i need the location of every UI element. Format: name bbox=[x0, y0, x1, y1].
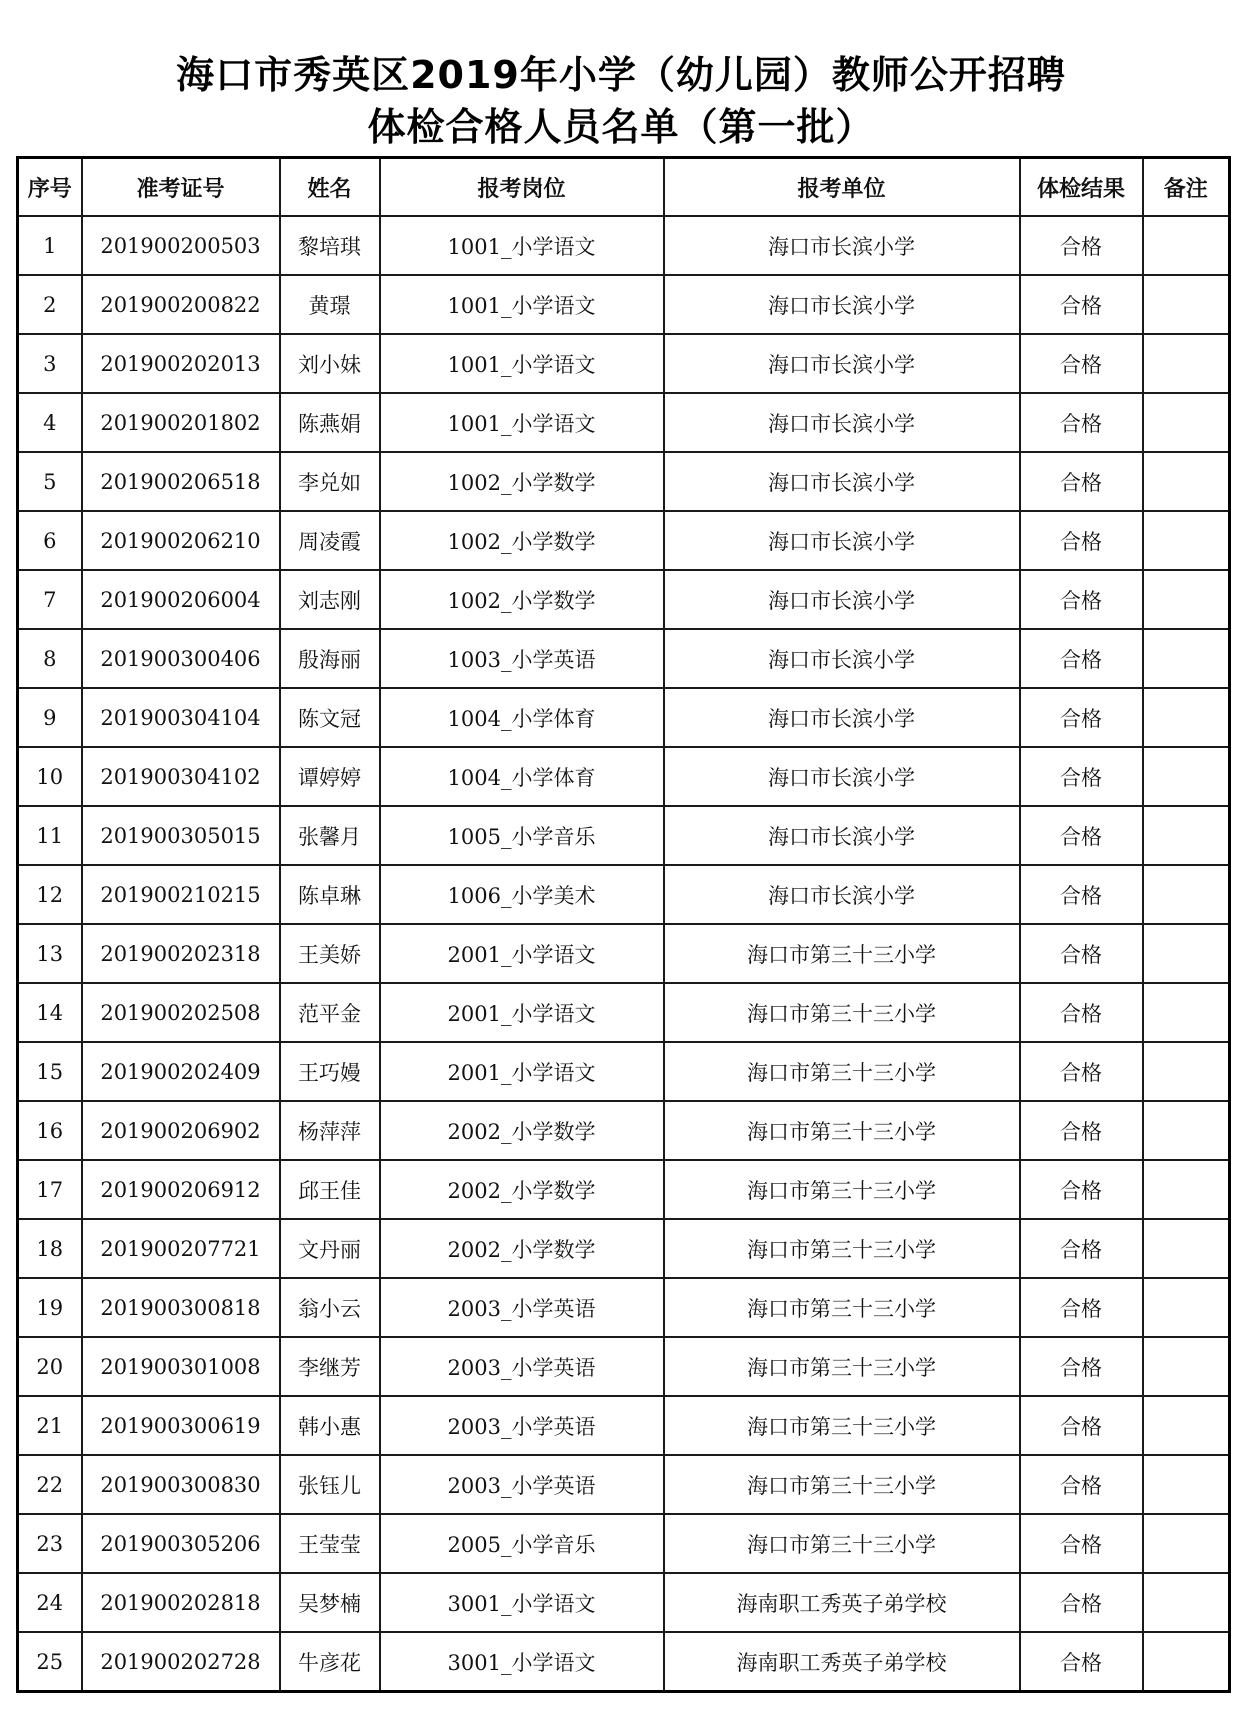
cell-unit: 海口市长滨小学 bbox=[664, 629, 1020, 688]
table-row bbox=[18, 1160, 1230, 1219]
table-row bbox=[18, 216, 1230, 275]
cell-position: 2005_小学音乐 bbox=[380, 1514, 664, 1573]
cell-result: 合格 bbox=[1020, 747, 1143, 806]
cell-result: 合格 bbox=[1020, 806, 1143, 865]
document-title-line-1: 海口市秀英区2019年小学（幼儿园）教师公开招聘 bbox=[176, 53, 1066, 97]
cell-unit: 海口市长滨小学 bbox=[664, 334, 1020, 393]
table-row bbox=[18, 1101, 1230, 1160]
table-row bbox=[18, 570, 1230, 629]
table-row bbox=[18, 983, 1230, 1042]
table-row bbox=[18, 334, 1230, 393]
cell-unit: 海口市长滨小学 bbox=[664, 275, 1020, 334]
table-row bbox=[18, 452, 1230, 511]
cell-position: 1001_小学语文 bbox=[380, 216, 664, 275]
cell-result: 合格 bbox=[1020, 1632, 1143, 1692]
cell-candidate-name: 陈文冠 bbox=[280, 688, 380, 747]
cell-result: 合格 bbox=[1020, 1396, 1143, 1455]
cell-exam-id: 201900300818 bbox=[82, 1278, 280, 1337]
cell-result: 合格 bbox=[1020, 511, 1143, 570]
cell-position: 1002_小学数学 bbox=[380, 570, 664, 629]
cell-note bbox=[1143, 1278, 1230, 1337]
table-row bbox=[18, 1455, 1230, 1514]
cell-candidate-name: 李兑如 bbox=[280, 452, 380, 511]
column-header-no: 序号 bbox=[18, 158, 82, 217]
cell-position: 2003_小学英语 bbox=[380, 1278, 664, 1337]
cell-candidate-name: 翁小云 bbox=[280, 1278, 380, 1337]
cell-exam-id: 201900202318 bbox=[82, 924, 280, 983]
table-row bbox=[18, 1219, 1230, 1278]
cell-note bbox=[1143, 275, 1230, 334]
cell-position: 1001_小学语文 bbox=[380, 334, 664, 393]
cell-position: 1002_小学数学 bbox=[380, 452, 664, 511]
cell-note bbox=[1143, 1573, 1230, 1632]
cell-result: 合格 bbox=[1020, 983, 1143, 1042]
cell-row-number: 5 bbox=[18, 452, 82, 511]
cell-unit: 海口市第三十三小学 bbox=[664, 1337, 1020, 1396]
cell-note bbox=[1143, 570, 1230, 629]
cell-row-number: 13 bbox=[18, 924, 82, 983]
cell-candidate-name: 牛彦花 bbox=[280, 1632, 380, 1692]
table-body bbox=[18, 216, 1230, 1692]
cell-result: 合格 bbox=[1020, 1573, 1143, 1632]
column-header-result: 体检结果 bbox=[1020, 158, 1143, 217]
cell-note bbox=[1143, 511, 1230, 570]
cell-position: 2001_小学语文 bbox=[380, 983, 664, 1042]
cell-unit: 海口市长滨小学 bbox=[664, 511, 1020, 570]
cell-row-number: 11 bbox=[18, 806, 82, 865]
table-row bbox=[18, 393, 1230, 452]
cell-exam-id: 201900201802 bbox=[82, 393, 280, 452]
cell-candidate-name: 王巧嫚 bbox=[280, 1042, 380, 1101]
table-row bbox=[18, 865, 1230, 924]
cell-candidate-name: 殷海丽 bbox=[280, 629, 380, 688]
cell-row-number: 12 bbox=[18, 865, 82, 924]
table-header-row bbox=[18, 158, 1230, 217]
cell-result: 合格 bbox=[1020, 334, 1143, 393]
cell-result: 合格 bbox=[1020, 275, 1143, 334]
cell-unit: 海口市第三十三小学 bbox=[664, 1514, 1020, 1573]
cell-result: 合格 bbox=[1020, 629, 1143, 688]
cell-unit: 海口市长滨小学 bbox=[664, 806, 1020, 865]
cell-row-number: 2 bbox=[18, 275, 82, 334]
cell-row-number: 9 bbox=[18, 688, 82, 747]
table-row bbox=[18, 1632, 1230, 1692]
table-row bbox=[18, 747, 1230, 806]
column-header-unit: 报考单位 bbox=[664, 158, 1020, 217]
cell-candidate-name: 杨萍萍 bbox=[280, 1101, 380, 1160]
cell-result: 合格 bbox=[1020, 1042, 1143, 1101]
cell-position: 1004_小学体育 bbox=[380, 747, 664, 806]
cell-result: 合格 bbox=[1020, 1160, 1143, 1219]
cell-unit: 海口市长滨小学 bbox=[664, 216, 1020, 275]
cell-note bbox=[1143, 983, 1230, 1042]
table-row bbox=[18, 1278, 1230, 1337]
column-header-position: 报考岗位 bbox=[380, 158, 664, 217]
cell-candidate-name: 刘小妹 bbox=[280, 334, 380, 393]
cell-unit: 海口市第三十三小学 bbox=[664, 1042, 1020, 1101]
cell-candidate-name: 文丹丽 bbox=[280, 1219, 380, 1278]
cell-row-number: 23 bbox=[18, 1514, 82, 1573]
cell-exam-id: 201900202818 bbox=[82, 1573, 280, 1632]
cell-exam-id: 201900305206 bbox=[82, 1514, 280, 1573]
cell-exam-id: 201900301008 bbox=[82, 1337, 280, 1396]
table-row bbox=[18, 511, 1230, 570]
cell-unit: 海南职工秀英子弟学校 bbox=[664, 1573, 1020, 1632]
cell-note bbox=[1143, 1396, 1230, 1455]
cell-note bbox=[1143, 806, 1230, 865]
cell-unit: 海口市长滨小学 bbox=[664, 688, 1020, 747]
cell-note bbox=[1143, 924, 1230, 983]
cell-exam-id: 201900206912 bbox=[82, 1160, 280, 1219]
cell-position: 2001_小学语文 bbox=[380, 924, 664, 983]
cell-candidate-name: 谭婷婷 bbox=[280, 747, 380, 806]
cell-exam-id: 201900202728 bbox=[82, 1632, 280, 1692]
cell-position: 1002_小学数学 bbox=[380, 511, 664, 570]
cell-position: 2002_小学数学 bbox=[380, 1160, 664, 1219]
cell-candidate-name: 刘志刚 bbox=[280, 570, 380, 629]
cell-candidate-name: 韩小惠 bbox=[280, 1396, 380, 1455]
cell-result: 合格 bbox=[1020, 1455, 1143, 1514]
cell-unit: 海口市长滨小学 bbox=[664, 747, 1020, 806]
cell-row-number: 15 bbox=[18, 1042, 82, 1101]
cell-position: 2002_小学数学 bbox=[380, 1219, 664, 1278]
cell-note bbox=[1143, 688, 1230, 747]
cell-row-number: 22 bbox=[18, 1455, 82, 1514]
cell-result: 合格 bbox=[1020, 452, 1143, 511]
cell-note bbox=[1143, 452, 1230, 511]
cell-row-number: 4 bbox=[18, 393, 82, 452]
table-row bbox=[18, 924, 1230, 983]
cell-position: 1006_小学美术 bbox=[380, 865, 664, 924]
cell-unit: 海口市第三十三小学 bbox=[664, 1219, 1020, 1278]
cell-result: 合格 bbox=[1020, 1514, 1143, 1573]
cell-result: 合格 bbox=[1020, 688, 1143, 747]
table-row bbox=[18, 1396, 1230, 1455]
cell-exam-id: 201900206210 bbox=[82, 511, 280, 570]
cell-exam-id: 201900300406 bbox=[82, 629, 280, 688]
table-row bbox=[18, 1337, 1230, 1396]
cell-position: 3001_小学语文 bbox=[380, 1573, 664, 1632]
cell-exam-id: 201900305015 bbox=[82, 806, 280, 865]
cell-exam-id: 201900200503 bbox=[82, 216, 280, 275]
cell-row-number: 7 bbox=[18, 570, 82, 629]
cell-note bbox=[1143, 747, 1230, 806]
cell-exam-id: 201900206004 bbox=[82, 570, 280, 629]
cell-candidate-name: 邱王佳 bbox=[280, 1160, 380, 1219]
cell-unit: 海口市第三十三小学 bbox=[664, 924, 1020, 983]
cell-position: 1004_小学体育 bbox=[380, 688, 664, 747]
cell-position: 1003_小学英语 bbox=[380, 629, 664, 688]
cell-unit: 海口市第三十三小学 bbox=[664, 1455, 1020, 1514]
cell-exam-id: 201900200822 bbox=[82, 275, 280, 334]
cell-note bbox=[1143, 216, 1230, 275]
cell-candidate-name: 李继芳 bbox=[280, 1337, 380, 1396]
cell-candidate-name: 陈卓琳 bbox=[280, 865, 380, 924]
roster-table bbox=[16, 156, 1231, 1693]
cell-exam-id: 201900202409 bbox=[82, 1042, 280, 1101]
cell-position: 2001_小学语文 bbox=[380, 1042, 664, 1101]
cell-row-number: 14 bbox=[18, 983, 82, 1042]
cell-unit: 海南职工秀英子弟学校 bbox=[664, 1632, 1020, 1692]
cell-position: 2002_小学数学 bbox=[380, 1101, 664, 1160]
cell-note bbox=[1143, 393, 1230, 452]
cell-row-number: 10 bbox=[18, 747, 82, 806]
cell-row-number: 24 bbox=[18, 1573, 82, 1632]
cell-row-number: 1 bbox=[18, 216, 82, 275]
cell-note bbox=[1143, 1042, 1230, 1101]
cell-position: 2003_小学英语 bbox=[380, 1337, 664, 1396]
cell-result: 合格 bbox=[1020, 924, 1143, 983]
cell-row-number: 19 bbox=[18, 1278, 82, 1337]
cell-exam-id: 201900202013 bbox=[82, 334, 280, 393]
cell-candidate-name: 黎培琪 bbox=[280, 216, 380, 275]
cell-exam-id: 201900210215 bbox=[82, 865, 280, 924]
cell-unit: 海口市长滨小学 bbox=[664, 393, 1020, 452]
cell-exam-id: 201900300619 bbox=[82, 1396, 280, 1455]
cell-note bbox=[1143, 1455, 1230, 1514]
cell-exam-id: 201900202508 bbox=[82, 983, 280, 1042]
cell-note bbox=[1143, 334, 1230, 393]
cell-note bbox=[1143, 1337, 1230, 1396]
table-row bbox=[18, 1573, 1230, 1632]
cell-result: 合格 bbox=[1020, 216, 1143, 275]
cell-position: 1001_小学语文 bbox=[380, 275, 664, 334]
cell-row-number: 6 bbox=[18, 511, 82, 570]
cell-candidate-name: 张钰儿 bbox=[280, 1455, 380, 1514]
cell-unit: 海口市第三十三小学 bbox=[664, 1396, 1020, 1455]
cell-row-number: 16 bbox=[18, 1101, 82, 1160]
table-row bbox=[18, 688, 1230, 747]
cell-position: 2003_小学英语 bbox=[380, 1455, 664, 1514]
document-title-line-2: 体检合格人员名单（第一批） bbox=[367, 105, 875, 149]
cell-note bbox=[1143, 1219, 1230, 1278]
cell-note bbox=[1143, 629, 1230, 688]
cell-unit: 海口市第三十三小学 bbox=[664, 1160, 1020, 1219]
cell-note bbox=[1143, 1160, 1230, 1219]
cell-candidate-name: 范平金 bbox=[280, 983, 380, 1042]
column-header-note: 备注 bbox=[1143, 158, 1230, 217]
cell-note bbox=[1143, 865, 1230, 924]
cell-unit: 海口市第三十三小学 bbox=[664, 983, 1020, 1042]
cell-candidate-name: 王莹莹 bbox=[280, 1514, 380, 1573]
cell-candidate-name: 黄璟 bbox=[280, 275, 380, 334]
cell-row-number: 8 bbox=[18, 629, 82, 688]
cell-exam-id: 201900206518 bbox=[82, 452, 280, 511]
cell-position: 3001_小学语文 bbox=[380, 1632, 664, 1692]
cell-result: 合格 bbox=[1020, 1101, 1143, 1160]
table-row bbox=[18, 629, 1230, 688]
table-row bbox=[18, 1514, 1230, 1573]
cell-result: 合格 bbox=[1020, 570, 1143, 629]
cell-note bbox=[1143, 1632, 1230, 1692]
cell-row-number: 21 bbox=[18, 1396, 82, 1455]
cell-exam-id: 201900207721 bbox=[82, 1219, 280, 1278]
cell-result: 合格 bbox=[1020, 393, 1143, 452]
cell-exam-id: 201900304104 bbox=[82, 688, 280, 747]
cell-unit: 海口市第三十三小学 bbox=[664, 1278, 1020, 1337]
cell-result: 合格 bbox=[1020, 1278, 1143, 1337]
cell-result: 合格 bbox=[1020, 1219, 1143, 1278]
table-row bbox=[18, 1042, 1230, 1101]
cell-position: 2003_小学英语 bbox=[380, 1396, 664, 1455]
cell-position: 1005_小学音乐 bbox=[380, 806, 664, 865]
cell-note bbox=[1143, 1101, 1230, 1160]
cell-row-number: 18 bbox=[18, 1219, 82, 1278]
cell-candidate-name: 王美娇 bbox=[280, 924, 380, 983]
table-row bbox=[18, 806, 1230, 865]
cell-note bbox=[1143, 1514, 1230, 1573]
cell-exam-id: 201900206902 bbox=[82, 1101, 280, 1160]
cell-result: 合格 bbox=[1020, 865, 1143, 924]
cell-row-number: 17 bbox=[18, 1160, 82, 1219]
cell-candidate-name: 周凌霞 bbox=[280, 511, 380, 570]
cell-unit: 海口市长滨小学 bbox=[664, 865, 1020, 924]
cell-position: 1001_小学语文 bbox=[380, 393, 664, 452]
cell-row-number: 20 bbox=[18, 1337, 82, 1396]
cell-result: 合格 bbox=[1020, 1337, 1143, 1396]
cell-unit: 海口市第三十三小学 bbox=[664, 1101, 1020, 1160]
cell-candidate-name: 吴梦楠 bbox=[280, 1573, 380, 1632]
column-header-exam-id: 准考证号 bbox=[82, 158, 280, 217]
cell-candidate-name: 陈燕娟 bbox=[280, 393, 380, 452]
cell-unit: 海口市长滨小学 bbox=[664, 452, 1020, 511]
column-header-name: 姓名 bbox=[280, 158, 380, 217]
cell-exam-id: 201900300830 bbox=[82, 1455, 280, 1514]
cell-row-number: 3 bbox=[18, 334, 82, 393]
table-row bbox=[18, 275, 1230, 334]
cell-exam-id: 201900304102 bbox=[82, 747, 280, 806]
cell-unit: 海口市长滨小学 bbox=[664, 570, 1020, 629]
cell-candidate-name: 张馨月 bbox=[280, 806, 380, 865]
cell-row-number: 25 bbox=[18, 1632, 82, 1692]
